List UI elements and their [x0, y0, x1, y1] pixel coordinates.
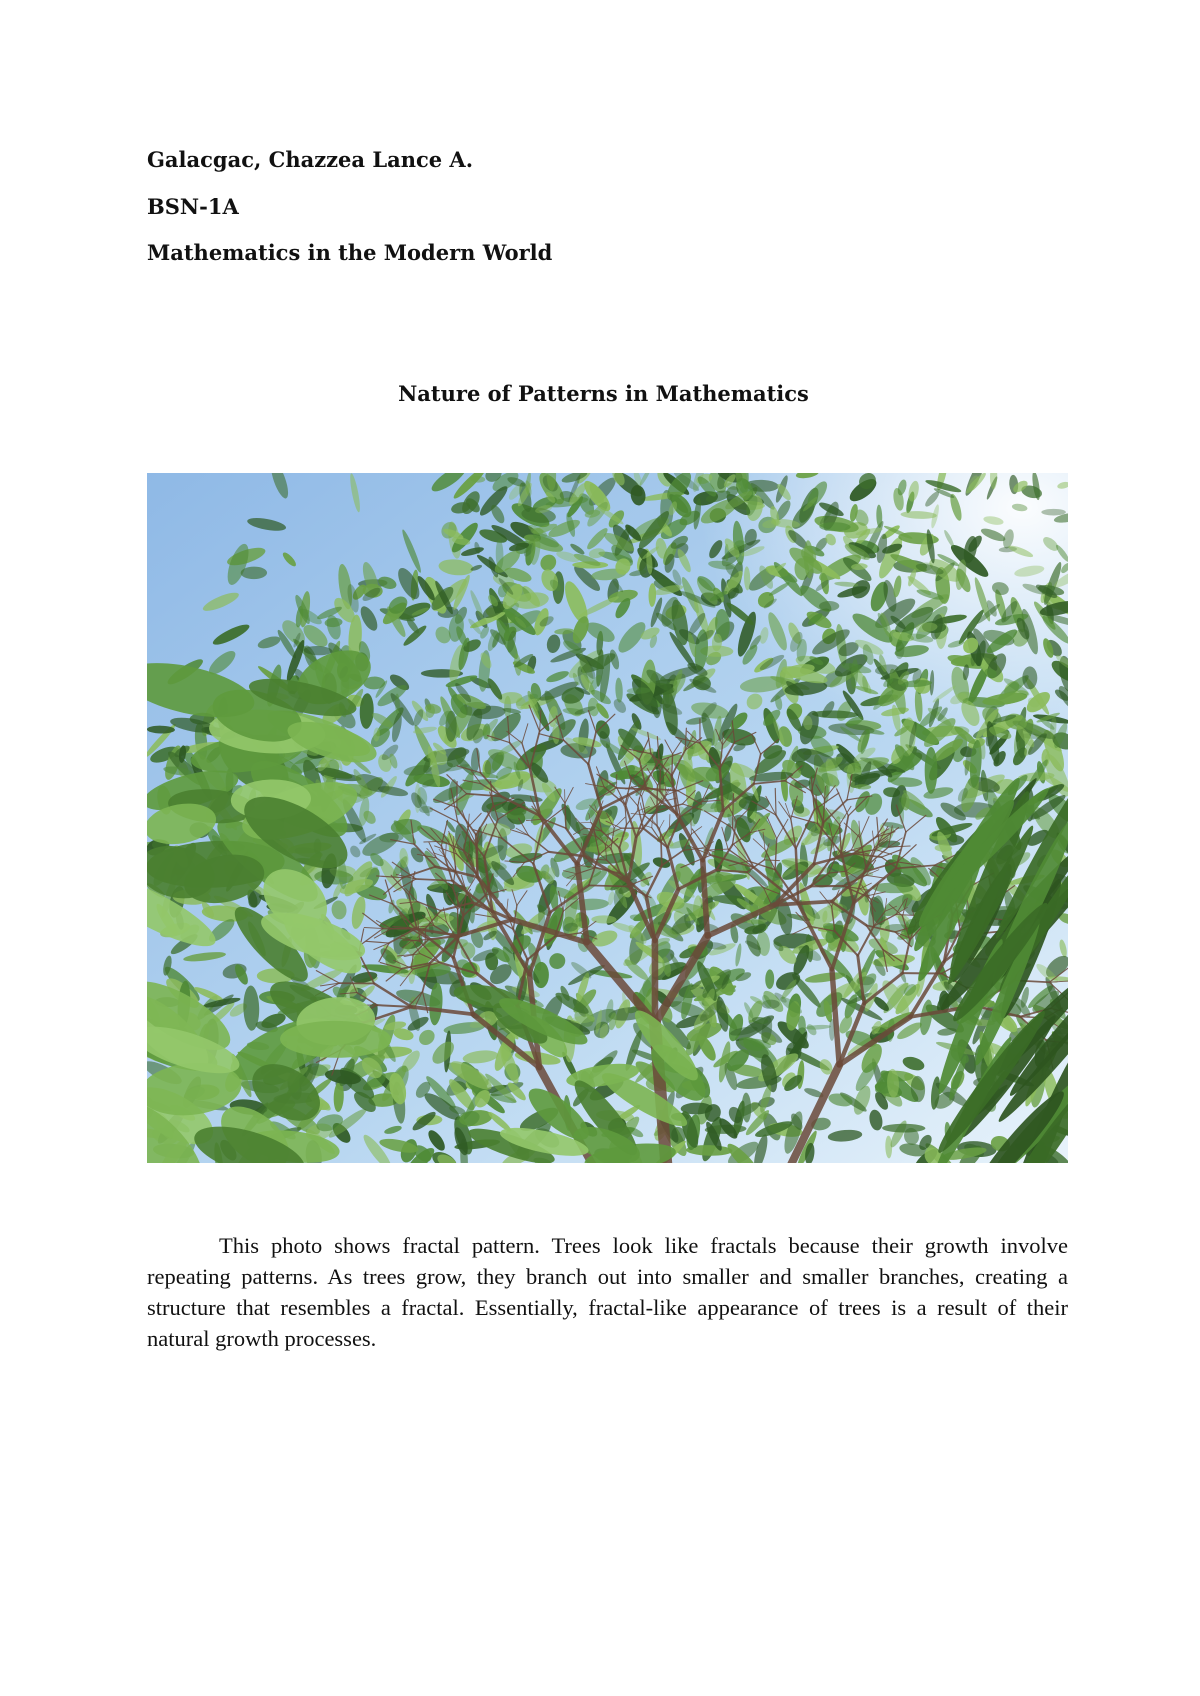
student-section: BSN-1A: [147, 194, 239, 219]
branch: [661, 841, 662, 865]
student-name: Galacgac, Chazzea Lance A.: [147, 147, 474, 172]
leaf: [819, 601, 839, 611]
body-paragraph: This photo shows fractal pattern. Trees look like fractals because their growth involve repeating patterns. As trees grow, they branch out into smaller and smaller branches, creating a structure that resembles a fractal. Essentially, fractal-like appearance of trees is a result of their natural growth processes.: [147, 1233, 1068, 1351]
branch: [775, 788, 776, 815]
leaf: [1022, 666, 1037, 689]
branch: [691, 820, 692, 834]
branch: [672, 754, 673, 776]
tree-canopy-photo: [147, 473, 1068, 1163]
branch: [589, 885, 627, 886]
course-name: Mathematics in the Modern World: [147, 240, 553, 265]
tree-canopy-illustration: [147, 473, 1068, 1163]
document-title: Nature of Patterns in Mathematics: [398, 381, 809, 406]
